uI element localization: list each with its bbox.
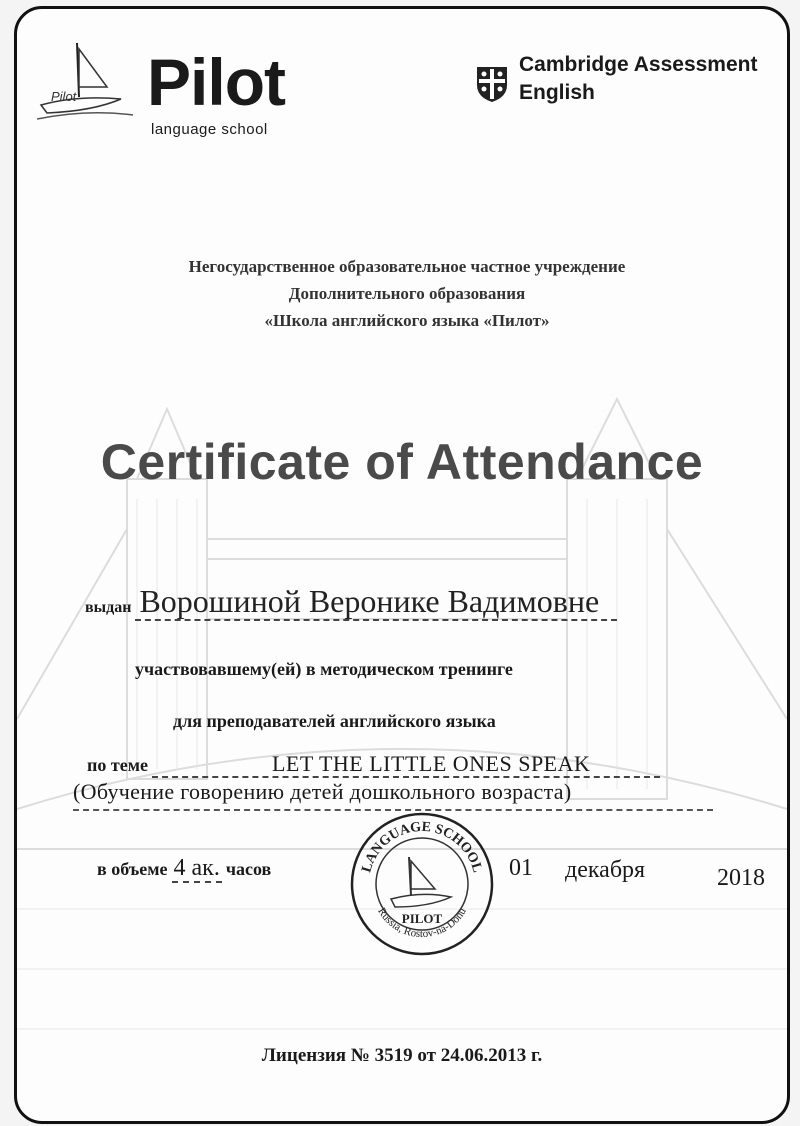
svg-text:Russia, Rostov-na-Donu: Russia, Rostov-na-Donu (375, 905, 469, 941)
pilot-logo (37, 35, 327, 145)
issued-to-label: выдан (85, 599, 132, 616)
topic-label: по теме (87, 755, 148, 775)
certificate-title: Certificate of Attendance (100, 434, 704, 490)
cambridge-logo (475, 47, 765, 111)
institution-header (77, 253, 737, 334)
date-day: 01 (509, 855, 533, 881)
cambridge-shield-icon (475, 65, 509, 103)
topic-russian: (Обучение говорению детей дошкольного возраста) (73, 779, 572, 804)
background-building-illustration (17, 389, 787, 1109)
svg-text:PILOT: PILOT (401, 911, 443, 926)
institution-line: «Школа английского языка «Пилот» (264, 311, 550, 330)
svg-text:LANGUAGE SCHOOL: LANGUAGE SCHOOL (359, 819, 485, 875)
volume-label: в объеме (97, 859, 168, 879)
training-line-1: участвовавшему(ей) в методическом тренинге (135, 659, 513, 679)
date-year: 2018 (717, 865, 765, 891)
date-month: декабря (565, 857, 646, 883)
volume-row (97, 855, 271, 882)
license-line: Лицензия № 3519 от 24.06.2013 г. (261, 1045, 543, 1066)
topic-english: LET THE LITTLE ONES SPEAK (152, 751, 660, 778)
pilot-logo-name: Pilot (147, 45, 285, 119)
pilot-logo-subtitle: language school (151, 121, 268, 138)
pilot-sailboat-icon (37, 35, 137, 135)
institution-line: Негосударственное образовательное частное учреждение (188, 257, 626, 276)
cambridge-logo-line2: English (519, 81, 595, 104)
cambridge-logo-line1: Cambridge Assessment (519, 53, 758, 76)
certificate-sheet (14, 6, 790, 1124)
recipient-name: Ворошиной Веронике Вадимовне (135, 583, 617, 621)
volume-value: 4 ак. (173, 855, 220, 881)
topic-row (87, 751, 660, 777)
institution-line: Дополнительного образования (288, 284, 526, 303)
training-line-2: для преподавателей английского языка (173, 711, 496, 731)
hours-label: часов (225, 859, 272, 879)
svg-text:Pilot: Pilot (51, 89, 77, 104)
recipient-row (85, 583, 617, 620)
school-seal-stamp (347, 809, 497, 959)
